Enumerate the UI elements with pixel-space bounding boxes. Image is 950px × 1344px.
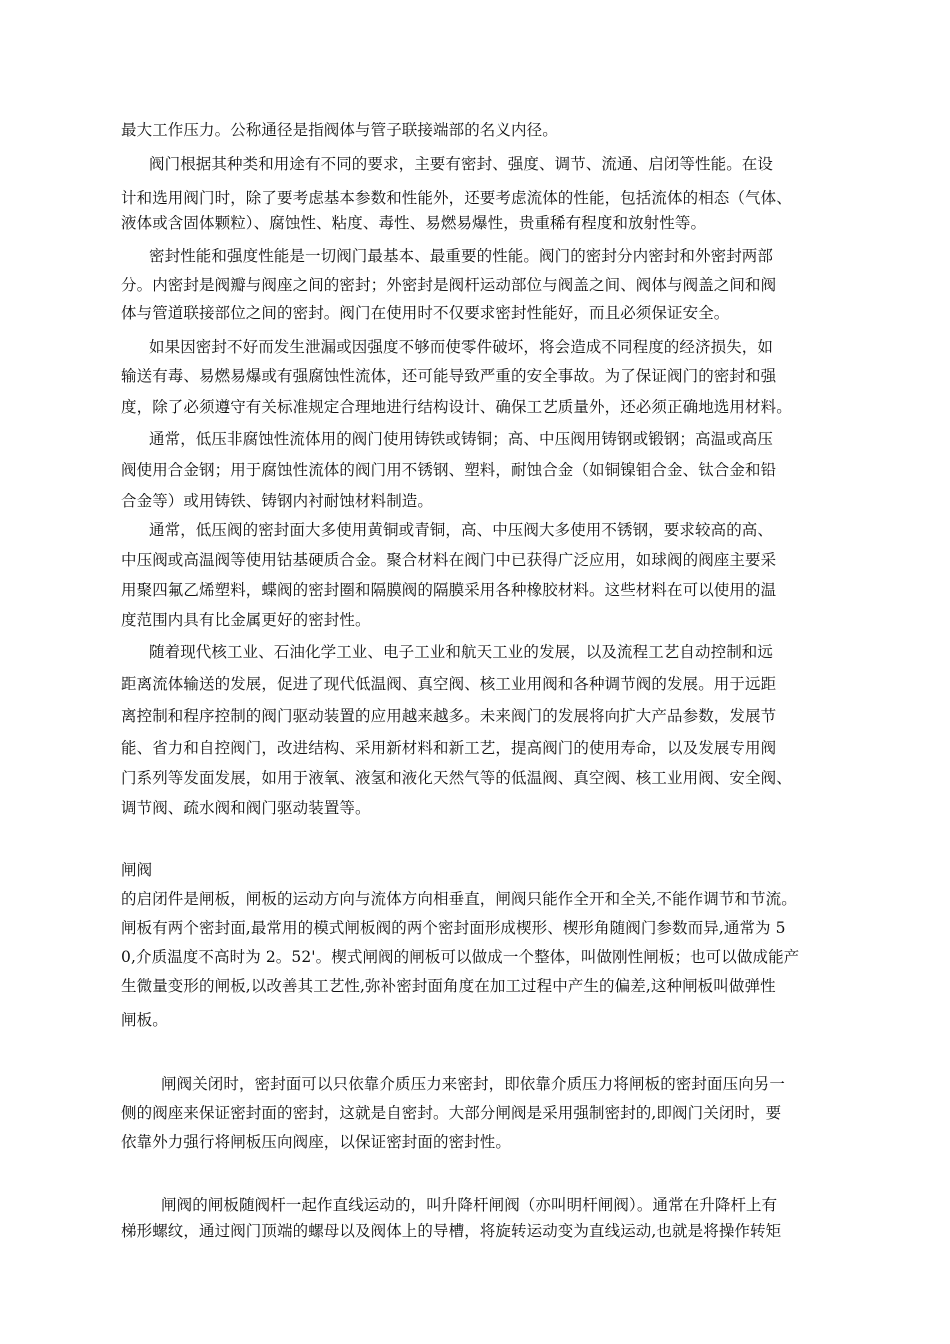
text-line: 闸板有两个密封面,最常用的模式闸板阀的两个密封面形成楔形、楔形角随阀门参数而异,通常为 5 [121, 919, 786, 937]
text-line: 阀门根据其种类和用途有不同的要求，主要有密封、强度、调节、流通、启闭等性能。在设 [149, 155, 774, 173]
section-heading: 闸阀 [121, 861, 153, 879]
text-line: 如果因密封不好而发生泄漏或因强度不够而使零件破坏，将会造成不同程度的经济损失，如 [149, 338, 774, 356]
text-line: 生微量变形的闸板,以改善其工艺性,弥补密封面角度在加工过程中产生的偏差,这种闸板叫做弹性 [121, 977, 776, 995]
text-line: 输送有毒、易燃易爆或有强腐蚀性流体，还可能导致严重的安全事故。为了保证阀门的密封和强 [121, 367, 777, 385]
text-line: 用聚四氟乙烯塑料，蝶阀的密封圈和隔膜阀的隔膜采用各种橡胶材料。这些材料在可以使用的温 [121, 581, 777, 599]
text-line: 最大工作压力。公称通径是指阀体与管子联接端部的名义内径。 [121, 121, 558, 139]
text-line: 体与管道联接部位之间的密封。阀门在使用时不仅要求密封性能好，而且必须保证安全。 [121, 304, 730, 322]
text-line: 侧的阀座来保证密封面的密封，这就是自密封。大部分闸阀是采用强制密封的,即阀门关闭时，要 [121, 1104, 782, 1122]
text-line: 合金等）或用铸铁、铸钢内衬耐蚀材料制造。 [121, 492, 434, 510]
text-line: 能、省力和自控阀门，改进结构、采用新材料和新工艺，提高阀门的使用寿命，以及发展专用阀 [121, 739, 777, 757]
text-line: 分。内密封是阀瓣与阀座之间的密封；外密封是阀杆运动部位与阀盖之间、阀体与阀盖之间和阀 [121, 276, 777, 294]
text-line: 计和选用阀门时，除了要考虑基本参数和性能外，还要考虑流体的性能，包括流体的相态（气体、 [121, 189, 792, 207]
text-line: 的启闭件是闸板，闸板的运动方向与流体方向相垂直，闸阀只能作全开和全关,不能作调节和节流。 [121, 890, 797, 908]
text-line: 度，除了必须遵守有关标准规定合理地进行结构设计、确保工艺质量外，还必须正确地选用材料。 [121, 398, 792, 416]
text-line: 度范围内具有比金属更好的密封性。 [121, 611, 371, 629]
text-line: 液体或含固体颗粒）、腐蚀性、粘度、毒性、易燃易爆性，贵重稀有程度和放射性等。 [121, 214, 707, 232]
text-line: 梯形螺纹，通过阀门顶端的螺母以及阀体上的导槽，将旋转运动变为直线运动,也就是将操作转矩 [121, 1222, 782, 1240]
text-line: 闸阀关闭时，密封面可以只依靠介质压力来密封，即依靠介质压力将闸板的密封面压向另一 [161, 1075, 786, 1093]
text-line: 离控制和程序控制的阀门驱动装置的应用越来越多。未来阀门的发展将向扩大产品参数，发展节 [121, 707, 777, 725]
text-line: 随着现代核工业、石油化学工业、电子工业和航天工业的发展，以及流程工艺自动控制和远 [149, 643, 774, 661]
text-line: 距离流体输送的发展，促进了现代低温阀、真空阀、核工业用阀和各种调节阀的发展。用于远距 [121, 675, 777, 693]
text-line: 密封性能和强度性能是一切阀门最基本、最重要的性能。阀门的密封分内密封和外密封两部 [149, 247, 774, 265]
text-line: 门系列等发面发展，如用于液氧、液氢和液化天然气等的低温阀、真空阀、核工业用阀、安全阀、 [121, 769, 792, 787]
text-line: 通常，低压非腐蚀性流体用的阀门使用铸铁或铸铜；高、中压阀用铸钢或锻钢；高温或高压 [149, 430, 774, 448]
text-line: 阀使用合金钢；用于腐蚀性流体的阀门用不锈钢、塑料，耐蚀合金（如铜镍钼合金、钛合金和铅 [121, 461, 777, 479]
text-line: 0,介质温度不高时为 2。52'。楔式闸阀的闸板可以做成一个整体，叫做刚性闸板；也可以做成能产 [121, 948, 800, 966]
text-line: 闸板。 [121, 1011, 168, 1029]
text-line: 中压阀或高温阀等使用钴基硬质合金。聚合材料在阀门中已获得广泛应用，如球阀的阀座主要采 [121, 551, 777, 569]
text-line: 调节阀、疏水阀和阀门驱动装置等。 [121, 799, 371, 817]
text-line: 通常，低压阀的密封面大多使用黄铜或青铜，高、中压阀大多使用不锈钢，要求较高的高、 [149, 521, 774, 539]
text-line: 依靠外力强行将闸板压向阀座，以保证密封面的密封性。 [121, 1133, 512, 1151]
text-line: 闸阀的闸板随阀杆一起作直线运动的，叫升降杆闸阀（亦叫明杆闸阀）。通常在升降杆上有 [161, 1196, 778, 1214]
